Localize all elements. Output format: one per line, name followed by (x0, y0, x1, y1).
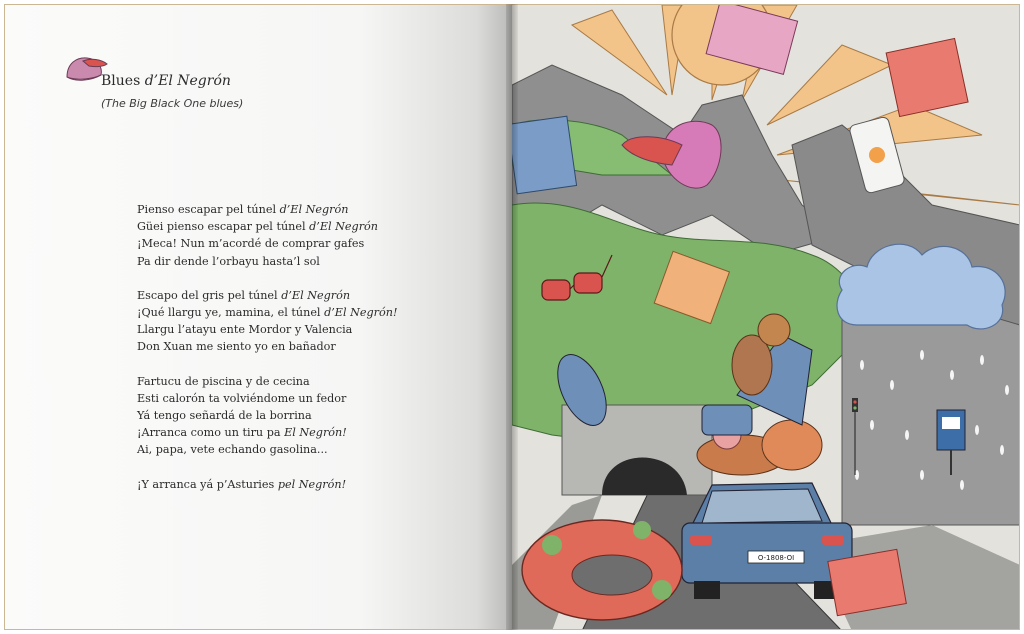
poem-line: Fartucu de piscina y de cecina (137, 374, 310, 388)
poem-line: Güei pienso escapar pel túnel d’El Negrón (137, 220, 378, 234)
poem-line: Pienso escapar pel túnel d’El Negrón (137, 203, 349, 216)
blue-towel (512, 116, 577, 194)
swim-ring-icon (522, 520, 682, 620)
song-subtitle: (The Big Black One blues) (101, 97, 244, 110)
poem-line: Esti calorón ta volviéndome un fedor (137, 391, 347, 405)
road-trip-illustration (512, 5, 1020, 630)
poem-line: Ai, papa, vete echando gasolina... (137, 443, 328, 457)
poem-line: Escapo del gris pel túnel d’El Negrón (137, 288, 351, 302)
song-title (101, 73, 231, 89)
poem-line: ¡Meca! Nun m’acordé de comprar gafes (137, 237, 365, 251)
poem-line: Pa dir dende l’orbayu hasta’l sol (137, 254, 320, 268)
poem-line: ¡Arranca como un tiru pa El Negrón! (137, 426, 347, 440)
left-page (4, 4, 512, 630)
poem-line: ¡Qué llargu ye, mamina, el túnel d’El Negrón! (137, 306, 398, 320)
poem-line: Yá tengo señardá de la borrina (137, 409, 312, 423)
stanza (137, 373, 477, 459)
right-page-illustration (512, 4, 1020, 630)
stanza (137, 476, 477, 493)
poem-line: ¡Y arranca yá p’Asturies pel Negrón! (137, 477, 347, 491)
poem (137, 201, 477, 510)
song-title-italic: d’El Negrón (144, 73, 231, 89)
stanza (137, 201, 477, 270)
license-plate-text: O-1808-OI (757, 554, 795, 562)
stanza (137, 287, 477, 356)
poem-line: Don Xuan me siento yo en bañador (137, 340, 336, 354)
book-spine (506, 4, 518, 630)
striped-towel (828, 549, 906, 615)
song-title-prefix: Blues (101, 73, 145, 89)
poem-line: Llargu l’atayu ente Mordor y Valencia (137, 323, 353, 337)
red-towel (886, 38, 968, 116)
